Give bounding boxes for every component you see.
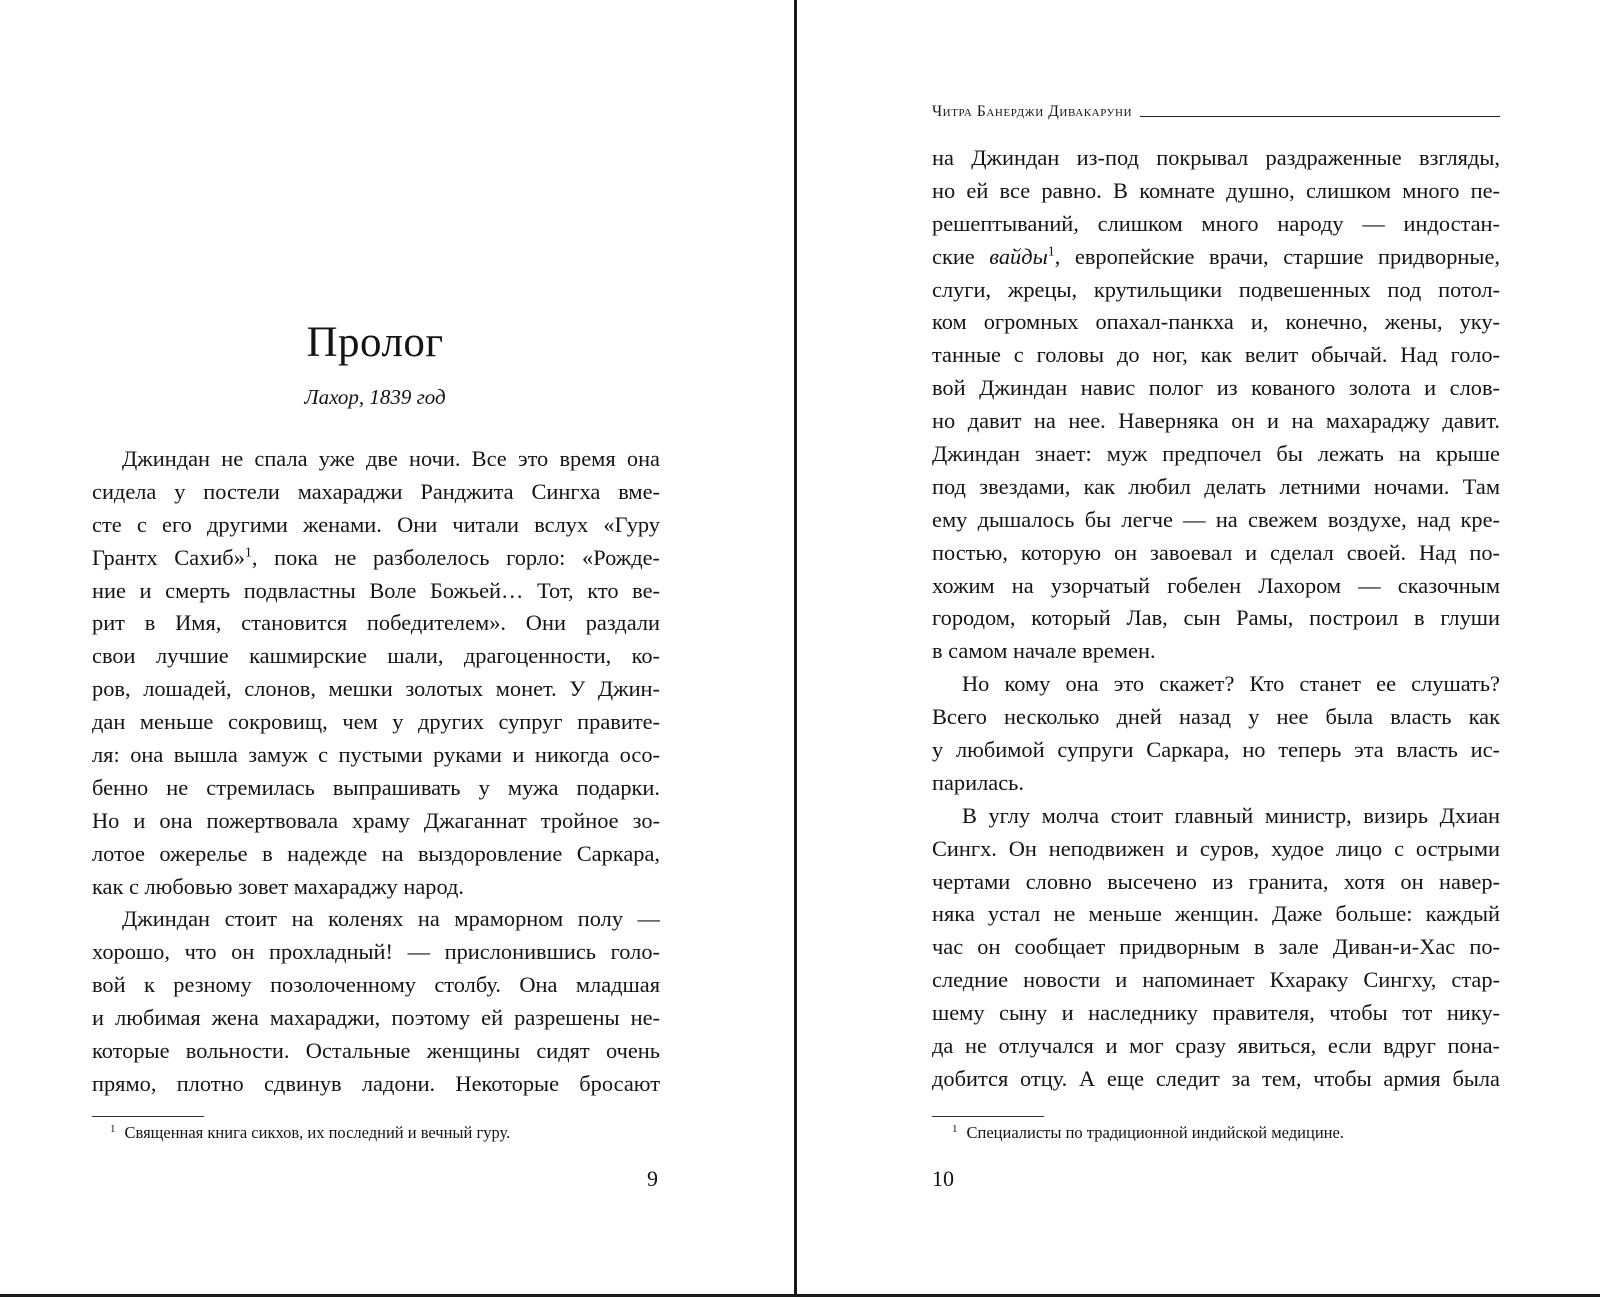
text-line: слуги, жрецы, крутильщики подвешенных под потол- xyxy=(932,276,1500,302)
page-number: 9 xyxy=(647,1166,658,1191)
footnote-rule xyxy=(92,1116,204,1117)
text-line xyxy=(92,542,660,575)
text-line: и любимая жена махараджи, поэтому ей разрешены не- xyxy=(92,1005,660,1031)
text-line: добится отцу. А еще следит за тем, чтобы армия была xyxy=(932,1065,1500,1091)
text-line: ком огромных опахал-панкха и, конечно, жены, уку- xyxy=(932,309,1500,335)
footnote-text: Священная книга сикхов, их последний и вечный гуру. xyxy=(124,1123,511,1142)
text-line: Сингх. Он неподвижен и суров, худое лицо с острыми xyxy=(932,835,1500,861)
text-line: Но кому она это скажет? Кто станет ее слушать? xyxy=(962,671,1500,697)
text-line: городом, который Лав, сын Рамы, построил в глуши xyxy=(932,605,1500,631)
text-line: хорошо, что он прохладный! — прислонившись голо- xyxy=(92,939,660,965)
text-line: ров, лошадей, слонов, мешки золотых монет. У Джин- xyxy=(92,676,660,702)
footnote-mark: 1 xyxy=(952,1122,958,1135)
text-line: постью, которую он завоевал и сделал своей. Над по- xyxy=(932,539,1500,565)
text-line: Джиндан не спала уже две ночи. Все это время она xyxy=(122,446,660,471)
text-line: но давит на нее. Наверняка он и на махараджу давит. xyxy=(932,408,1500,434)
chapter-title: Пролог xyxy=(306,319,444,366)
text-line: Джиндан знает: муж предпочел бы лежать на крыше xyxy=(932,441,1500,467)
left-footnote xyxy=(110,1122,510,1144)
text-line: сидела у постели махараджи Ранджита Сингха вме- xyxy=(92,478,660,504)
text-line: танные с головы до ног, как велит обычай. Над голо- xyxy=(932,342,1500,368)
text-line: да не отлучался и мог сразу явиться, если вдруг пона- xyxy=(932,1033,1500,1059)
text-line: В углу молча стоит главный министр, визирь Дхиан xyxy=(962,802,1500,828)
text-line: ние и смерть подвластны Воле Божьей… Тот, кто ве- xyxy=(92,577,660,603)
left-page xyxy=(0,0,794,1294)
text-segment: , европейские врачи, старшие придворные, xyxy=(1054,243,1500,269)
right-footnote xyxy=(952,1122,1344,1144)
text-line: ему дышалось бы легче — на свежем воздухе, над кре- xyxy=(932,506,1500,532)
chapter-subtitle: Лахор, 1839 год xyxy=(304,385,446,409)
text-segment: , пока не разболелось горло: «Рожде- xyxy=(251,544,660,570)
text-line: Всего несколько дней назад у нее была власть как xyxy=(932,704,1500,730)
text-segment: Грантх Сахиб» xyxy=(92,544,245,570)
text-segment: ские xyxy=(932,243,990,269)
text-line: следние новости и напоминает Кхараку Сингху, стар- xyxy=(932,967,1500,993)
text-line: под звездами, как любил делать летними ночами. Там xyxy=(932,473,1500,499)
page-number: 10 xyxy=(932,1166,954,1191)
left-page-body xyxy=(92,443,660,1101)
footnote-ref: 1 xyxy=(1047,244,1055,260)
running-head xyxy=(932,101,1500,121)
footnote-text: Специалисты по традиционной индийской медицине. xyxy=(966,1123,1344,1142)
text-line: рит в Имя, становится победителем». Они раздали xyxy=(92,610,660,636)
text-line: у любимой супруги Саркара, но теперь эта власть ис- xyxy=(932,737,1500,763)
text-line: прямо, плотно сдвинув ладони. Некоторые бросают xyxy=(92,1070,660,1096)
text-line: час он сообщает придворным в зале Диван-и-Хас по- xyxy=(932,934,1500,960)
text-line: парилась. xyxy=(932,769,1024,795)
text-line xyxy=(932,241,1500,274)
footnote-rule xyxy=(932,1116,1044,1117)
italic-term: вайды xyxy=(989,243,1048,269)
text-line: вой к резному позолоченному столбу. Она младшая xyxy=(92,972,660,998)
text-line: Джиндан стоит на коленях на мраморном полу — xyxy=(122,906,660,932)
text-line: чертами словно высечено из гранита, хотя он навер- xyxy=(932,868,1500,894)
text-line: бенно не стремилась выпрашивать у мужа подарки. xyxy=(92,774,660,800)
running-head-author: Читра Банерджи Дивакаруни xyxy=(932,103,1133,120)
text-line: в самом начале времен. xyxy=(932,638,1156,664)
text-line: на Джиндан из-под покрывал раздраженные взгляды, xyxy=(932,145,1500,170)
text-line: сте с его другими женами. Они читали вслух «Гуру xyxy=(92,511,660,537)
right-page-body xyxy=(932,142,1500,1096)
running-head-rule xyxy=(1140,116,1500,117)
text-line: ля: она вышла замуж с пустыми руками и никогда осо- xyxy=(92,742,660,768)
text-line: шему сыну и наследнику правителя, чтобы тот нику- xyxy=(932,1000,1500,1026)
text-line: хожим на узорчатый гобелен Лахором — сказочным xyxy=(932,572,1500,598)
text-line: вой Джиндан навис полог из кованого золота и слов- xyxy=(932,375,1500,401)
text-line: свои лучшие кашмирские шали, драгоценности, ко- xyxy=(92,643,660,669)
text-line: которые вольности. Остальные женщины сидят очень xyxy=(92,1038,660,1064)
text-line: но ей все равно. В комнате душно, слишком много пе- xyxy=(932,177,1500,203)
footnote-ref: 1 xyxy=(244,545,252,561)
text-line: Но и она пожертвовала храму Джаганнат тройное зо- xyxy=(92,807,660,833)
text-line: решептываний, слишком много народу — индостан- xyxy=(932,210,1500,236)
footnote-mark: 1 xyxy=(110,1122,116,1135)
text-line: няка устал не меньше женщин. Даже больше: каждый xyxy=(932,901,1500,927)
text-line: как с любовью зовет махараджу народ. xyxy=(92,873,464,899)
text-line: лотое ожерелье в надежде на выздоровление Саркара, xyxy=(92,840,660,866)
right-page xyxy=(797,0,1600,1294)
text-line: дан меньше сокровищ, чем у других супруг правите- xyxy=(92,709,660,735)
